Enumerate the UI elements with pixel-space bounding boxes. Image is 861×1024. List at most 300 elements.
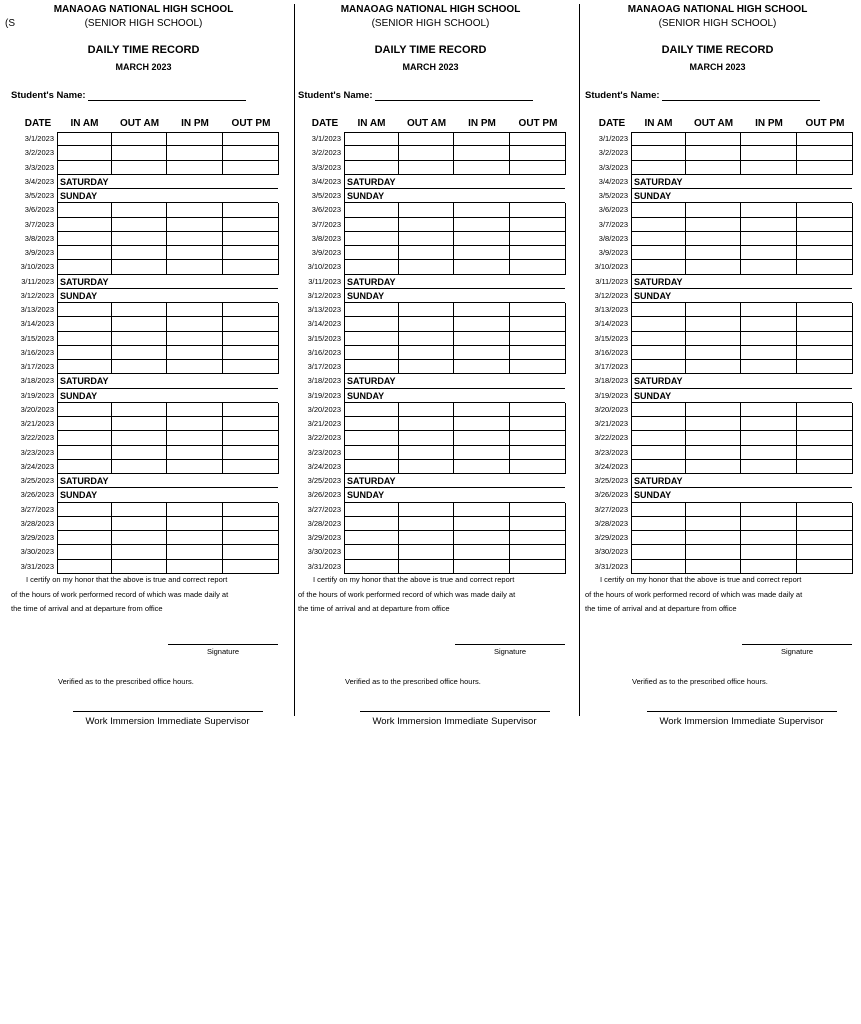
out-am-cell[interactable]	[399, 503, 454, 517]
out-am-cell[interactable]	[112, 560, 167, 574]
out-pm-cell[interactable]	[510, 460, 566, 474]
out-am-cell[interactable]	[399, 161, 454, 175]
in-am-cell[interactable]	[631, 132, 686, 146]
out-pm-cell[interactable]	[797, 560, 853, 574]
out-pm-cell[interactable]	[797, 531, 853, 545]
out-am-cell[interactable]	[399, 332, 454, 346]
out-am-cell[interactable]	[399, 560, 454, 574]
in-am-cell[interactable]	[344, 545, 399, 559]
out-am-cell[interactable]	[399, 431, 454, 445]
out-pm-cell[interactable]	[223, 146, 279, 160]
in-am-cell[interactable]	[631, 161, 686, 175]
out-pm-cell[interactable]	[510, 545, 566, 559]
in-pm-cell[interactable]	[167, 332, 223, 346]
out-am-cell[interactable]	[399, 346, 454, 360]
row-date: 3/22/2023	[20, 433, 54, 443]
out-am-cell[interactable]	[112, 260, 167, 274]
in-pm-cell[interactable]	[741, 132, 797, 146]
row-date: 3/26/2023	[594, 490, 628, 500]
out-pm-cell[interactable]	[223, 403, 279, 417]
out-am-cell[interactable]	[112, 303, 167, 317]
student-name-line[interactable]	[662, 91, 820, 101]
in-pm-cell[interactable]	[167, 161, 223, 175]
in-pm-cell[interactable]	[741, 403, 797, 417]
in-pm-cell[interactable]	[454, 218, 510, 232]
in-am-cell[interactable]	[57, 446, 112, 460]
out-am-cell[interactable]	[686, 346, 741, 360]
row-date: 3/28/2023	[307, 518, 341, 528]
out-am-cell[interactable]	[399, 203, 454, 217]
in-am-cell[interactable]	[57, 232, 112, 246]
row-date: 3/28/2023	[594, 518, 628, 528]
in-am-cell[interactable]	[344, 346, 399, 360]
signature-line[interactable]	[168, 644, 278, 645]
in-am-cell[interactable]	[344, 503, 399, 517]
in-am-cell[interactable]	[344, 246, 399, 260]
in-am-cell[interactable]	[631, 260, 686, 274]
out-pm-cell[interactable]	[797, 417, 853, 431]
out-pm-cell[interactable]	[510, 246, 566, 260]
out-pm-cell[interactable]	[223, 232, 279, 246]
out-pm-cell[interactable]	[510, 232, 566, 246]
student-name-field[interactable]	[585, 90, 820, 101]
in-am-cell[interactable]	[57, 360, 112, 374]
out-pm-cell[interactable]	[797, 260, 853, 274]
row-date: 3/27/2023	[20, 504, 54, 514]
in-pm-cell[interactable]	[454, 161, 510, 175]
out-pm-cell[interactable]	[510, 446, 566, 460]
out-am-cell[interactable]	[686, 360, 741, 374]
in-pm-cell[interactable]	[167, 446, 223, 460]
out-am-cell[interactable]	[686, 560, 741, 574]
out-pm-cell[interactable]	[223, 346, 279, 360]
in-pm-cell[interactable]	[167, 246, 223, 260]
in-am-cell[interactable]	[631, 431, 686, 445]
in-pm-cell[interactable]	[741, 503, 797, 517]
out-am-cell[interactable]	[399, 360, 454, 374]
in-am-cell[interactable]	[57, 317, 112, 331]
in-pm-cell[interactable]	[454, 360, 510, 374]
in-am-cell[interactable]	[344, 132, 399, 146]
in-am-cell[interactable]	[344, 460, 399, 474]
in-pm-cell[interactable]	[167, 132, 223, 146]
student-name-line[interactable]	[88, 91, 246, 101]
in-pm-cell[interactable]	[741, 560, 797, 574]
out-am-cell[interactable]	[686, 545, 741, 559]
in-am-cell[interactable]	[344, 531, 399, 545]
out-pm-cell[interactable]	[797, 303, 853, 317]
in-pm-cell[interactable]	[454, 531, 510, 545]
out-am-cell[interactable]	[112, 317, 167, 331]
in-am-cell[interactable]	[57, 346, 112, 360]
out-pm-cell[interactable]	[223, 303, 279, 317]
out-pm-cell[interactable]	[797, 517, 853, 531]
in-am-cell[interactable]	[57, 146, 112, 160]
in-pm-cell[interactable]	[454, 417, 510, 431]
in-pm-cell[interactable]	[454, 446, 510, 460]
supervisor-signature-line[interactable]	[647, 711, 837, 712]
in-am-cell[interactable]	[57, 460, 112, 474]
out-pm-cell[interactable]	[797, 132, 853, 146]
out-pm-cell[interactable]	[510, 317, 566, 331]
out-pm-cell[interactable]	[223, 317, 279, 331]
out-am-cell[interactable]	[686, 203, 741, 217]
out-pm-cell[interactable]	[797, 503, 853, 517]
out-pm-cell[interactable]	[797, 460, 853, 474]
in-pm-cell[interactable]	[741, 317, 797, 331]
in-am-cell[interactable]	[57, 545, 112, 559]
out-pm-cell[interactable]	[510, 161, 566, 175]
out-pm-cell[interactable]	[223, 332, 279, 346]
out-pm-cell[interactable]	[223, 560, 279, 574]
in-am-cell[interactable]	[344, 560, 399, 574]
in-am-cell[interactable]	[631, 417, 686, 431]
in-pm-cell[interactable]	[454, 246, 510, 260]
out-am-cell[interactable]	[686, 303, 741, 317]
in-pm-cell[interactable]	[741, 218, 797, 232]
in-am-cell[interactable]	[344, 403, 399, 417]
weekend-label: SUNDAY	[57, 189, 278, 203]
out-am-cell[interactable]	[399, 218, 454, 232]
out-am-cell[interactable]	[686, 232, 741, 246]
in-am-cell[interactable]	[631, 545, 686, 559]
in-pm-cell[interactable]	[167, 417, 223, 431]
in-am-cell[interactable]	[631, 560, 686, 574]
supervisor-signature-line[interactable]	[73, 711, 263, 712]
in-am-cell[interactable]	[344, 146, 399, 160]
in-pm-cell[interactable]	[167, 460, 223, 474]
out-pm-cell[interactable]	[223, 218, 279, 232]
in-pm-cell[interactable]	[454, 260, 510, 274]
out-pm-cell[interactable]	[797, 431, 853, 445]
in-am-cell[interactable]	[57, 560, 112, 574]
out-pm-cell[interactable]	[797, 545, 853, 559]
out-am-cell[interactable]	[112, 161, 167, 175]
in-am-cell[interactable]	[344, 517, 399, 531]
in-pm-cell[interactable]	[741, 332, 797, 346]
out-am-cell[interactable]	[399, 146, 454, 160]
out-am-cell[interactable]	[686, 431, 741, 445]
in-am-cell[interactable]	[631, 332, 686, 346]
in-pm-cell[interactable]	[454, 132, 510, 146]
out-am-cell[interactable]	[112, 203, 167, 217]
in-am-cell[interactable]	[57, 303, 112, 317]
in-pm-cell[interactable]	[454, 203, 510, 217]
out-am-cell[interactable]	[686, 218, 741, 232]
table-row	[574, 260, 861, 274]
in-pm-cell[interactable]	[167, 317, 223, 331]
out-am-cell[interactable]	[399, 303, 454, 317]
in-am-cell[interactable]	[344, 203, 399, 217]
out-am-cell[interactable]	[686, 317, 741, 331]
out-pm-cell[interactable]	[223, 431, 279, 445]
in-am-cell[interactable]	[344, 317, 399, 331]
in-pm-cell[interactable]	[741, 360, 797, 374]
in-pm-cell[interactable]	[167, 260, 223, 274]
out-pm-cell[interactable]	[510, 503, 566, 517]
out-pm-cell[interactable]	[510, 332, 566, 346]
out-pm-cell[interactable]	[510, 403, 566, 417]
in-am-cell[interactable]	[631, 531, 686, 545]
in-pm-cell[interactable]	[454, 303, 510, 317]
signature-line[interactable]	[455, 644, 565, 645]
in-pm-cell[interactable]	[741, 417, 797, 431]
out-pm-cell[interactable]	[223, 545, 279, 559]
row-date: 3/12/2023	[594, 290, 628, 300]
out-am-cell[interactable]	[686, 531, 741, 545]
out-am-cell[interactable]	[112, 218, 167, 232]
out-am-cell[interactable]	[399, 545, 454, 559]
in-am-cell[interactable]	[631, 360, 686, 374]
out-pm-cell[interactable]	[223, 203, 279, 217]
out-am-cell[interactable]	[686, 260, 741, 274]
out-am-cell[interactable]	[686, 246, 741, 260]
out-am-cell[interactable]	[686, 446, 741, 460]
in-pm-cell[interactable]	[454, 146, 510, 160]
in-pm-cell[interactable]	[454, 503, 510, 517]
in-pm-cell[interactable]	[454, 317, 510, 331]
in-pm-cell[interactable]	[167, 431, 223, 445]
in-am-cell[interactable]	[344, 303, 399, 317]
table-row	[0, 389, 287, 403]
out-am-cell[interactable]	[112, 531, 167, 545]
out-pm-cell[interactable]	[223, 360, 279, 374]
in-am-cell[interactable]	[57, 332, 112, 346]
in-pm-cell[interactable]	[454, 332, 510, 346]
in-pm-cell[interactable]	[167, 403, 223, 417]
out-pm-cell[interactable]	[223, 460, 279, 474]
out-am-cell[interactable]	[112, 232, 167, 246]
out-am-cell[interactable]	[112, 346, 167, 360]
in-pm-cell[interactable]	[167, 503, 223, 517]
out-pm-cell[interactable]	[223, 517, 279, 531]
out-am-cell[interactable]	[686, 132, 741, 146]
student-name-line[interactable]	[375, 91, 533, 101]
out-am-cell[interactable]	[686, 503, 741, 517]
in-am-cell[interactable]	[344, 161, 399, 175]
out-am-cell[interactable]	[112, 545, 167, 559]
in-pm-cell[interactable]	[741, 346, 797, 360]
out-pm-cell[interactable]	[797, 446, 853, 460]
out-pm-cell[interactable]	[797, 332, 853, 346]
in-pm-cell[interactable]	[741, 431, 797, 445]
in-pm-cell[interactable]	[167, 560, 223, 574]
out-am-cell[interactable]	[399, 132, 454, 146]
out-pm-cell[interactable]	[510, 360, 566, 374]
out-am-cell[interactable]	[112, 431, 167, 445]
out-am-cell[interactable]	[399, 317, 454, 331]
out-am-cell[interactable]	[112, 460, 167, 474]
out-pm-cell[interactable]	[510, 303, 566, 317]
out-pm-cell[interactable]	[797, 360, 853, 374]
out-am-cell[interactable]	[399, 460, 454, 474]
out-pm-cell[interactable]	[797, 203, 853, 217]
supervisor-signature-line[interactable]	[360, 711, 550, 712]
out-am-cell[interactable]	[112, 517, 167, 531]
out-am-cell[interactable]	[686, 417, 741, 431]
in-am-cell[interactable]	[344, 218, 399, 232]
in-am-cell[interactable]	[631, 503, 686, 517]
in-am-cell[interactable]	[631, 403, 686, 417]
in-pm-cell[interactable]	[741, 446, 797, 460]
in-am-cell[interactable]	[57, 203, 112, 217]
in-pm-cell[interactable]	[167, 346, 223, 360]
out-pm-cell[interactable]	[510, 346, 566, 360]
in-pm-cell[interactable]	[167, 545, 223, 559]
in-am-cell[interactable]	[344, 446, 399, 460]
out-pm-cell[interactable]	[223, 161, 279, 175]
in-pm-cell[interactable]	[167, 218, 223, 232]
in-am-cell[interactable]	[344, 431, 399, 445]
in-am-cell[interactable]	[57, 431, 112, 445]
out-am-cell[interactable]	[112, 503, 167, 517]
out-pm-cell[interactable]	[510, 146, 566, 160]
out-am-cell[interactable]	[686, 403, 741, 417]
student-name-field[interactable]	[298, 90, 533, 101]
in-pm-cell[interactable]	[454, 460, 510, 474]
in-am-cell[interactable]	[344, 332, 399, 346]
in-pm-cell[interactable]	[167, 531, 223, 545]
out-am-cell[interactable]	[399, 446, 454, 460]
in-am-cell[interactable]	[631, 146, 686, 160]
out-pm-cell[interactable]	[223, 503, 279, 517]
out-am-cell[interactable]	[399, 232, 454, 246]
out-am-cell[interactable]	[686, 517, 741, 531]
in-pm-cell[interactable]	[454, 517, 510, 531]
in-pm-cell[interactable]	[454, 346, 510, 360]
in-pm-cell[interactable]	[167, 146, 223, 160]
in-pm-cell[interactable]	[741, 203, 797, 217]
out-am-cell[interactable]	[686, 460, 741, 474]
in-am-cell[interactable]	[57, 218, 112, 232]
student-name-field[interactable]	[11, 90, 246, 101]
out-am-cell[interactable]	[112, 446, 167, 460]
out-am-cell[interactable]	[112, 146, 167, 160]
out-am-cell[interactable]	[399, 246, 454, 260]
out-pm-cell[interactable]	[510, 517, 566, 531]
out-am-cell[interactable]	[112, 332, 167, 346]
out-pm-cell[interactable]	[797, 232, 853, 246]
in-pm-cell[interactable]	[454, 560, 510, 574]
in-am-cell[interactable]	[344, 417, 399, 431]
in-am-cell[interactable]	[344, 260, 399, 274]
out-am-cell[interactable]	[112, 246, 167, 260]
in-am-cell[interactable]	[57, 417, 112, 431]
table-row	[574, 560, 861, 574]
in-pm-cell[interactable]	[741, 545, 797, 559]
row-date: 3/21/2023	[20, 419, 54, 428]
in-am-cell[interactable]	[57, 517, 112, 531]
out-pm-cell[interactable]	[223, 132, 279, 146]
out-am-cell[interactable]	[399, 531, 454, 545]
in-pm-cell[interactable]	[741, 260, 797, 274]
out-pm-cell[interactable]	[223, 446, 279, 460]
in-am-cell[interactable]	[631, 346, 686, 360]
out-pm-cell[interactable]	[797, 403, 853, 417]
out-am-cell[interactable]	[399, 417, 454, 431]
out-pm-cell[interactable]	[510, 260, 566, 274]
out-pm-cell[interactable]	[797, 346, 853, 360]
in-pm-cell[interactable]	[167, 517, 223, 531]
out-am-cell[interactable]	[112, 403, 167, 417]
table-row	[574, 289, 861, 303]
out-pm-cell[interactable]	[510, 560, 566, 574]
in-pm-cell[interactable]	[741, 246, 797, 260]
out-am-cell[interactable]	[112, 417, 167, 431]
out-pm-cell[interactable]	[223, 246, 279, 260]
out-pm-cell[interactable]	[797, 246, 853, 260]
out-am-cell[interactable]	[686, 161, 741, 175]
in-am-cell[interactable]	[631, 460, 686, 474]
in-pm-cell[interactable]	[454, 431, 510, 445]
in-pm-cell[interactable]	[741, 531, 797, 545]
out-am-cell[interactable]	[112, 132, 167, 146]
in-am-cell[interactable]	[631, 303, 686, 317]
in-pm-cell[interactable]	[167, 360, 223, 374]
out-pm-cell[interactable]	[223, 260, 279, 274]
out-am-cell[interactable]	[399, 403, 454, 417]
signature-line[interactable]	[742, 644, 852, 645]
out-pm-cell[interactable]	[510, 431, 566, 445]
out-pm-cell[interactable]	[510, 132, 566, 146]
out-am-cell[interactable]	[686, 332, 741, 346]
in-am-cell[interactable]	[631, 232, 686, 246]
out-pm-cell[interactable]	[797, 146, 853, 160]
out-am-cell[interactable]	[686, 146, 741, 160]
in-pm-cell[interactable]	[741, 146, 797, 160]
in-am-cell[interactable]	[631, 246, 686, 260]
in-am-cell[interactable]	[57, 161, 112, 175]
out-pm-cell[interactable]	[510, 203, 566, 217]
in-pm-cell[interactable]	[454, 403, 510, 417]
out-am-cell[interactable]	[399, 517, 454, 531]
out-pm-cell[interactable]	[510, 531, 566, 545]
out-am-cell[interactable]	[112, 360, 167, 374]
in-am-cell[interactable]	[57, 246, 112, 260]
out-pm-cell[interactable]	[797, 218, 853, 232]
in-am-cell[interactable]	[631, 446, 686, 460]
out-am-cell[interactable]	[399, 260, 454, 274]
in-pm-cell[interactable]	[454, 545, 510, 559]
in-am-cell[interactable]	[344, 232, 399, 246]
in-pm-cell[interactable]	[167, 232, 223, 246]
in-pm-cell[interactable]	[741, 161, 797, 175]
in-am-cell[interactable]	[344, 360, 399, 374]
in-pm-cell[interactable]	[741, 517, 797, 531]
out-pm-cell[interactable]	[510, 218, 566, 232]
in-am-cell[interactable]	[57, 260, 112, 274]
out-pm-cell[interactable]	[223, 417, 279, 431]
in-am-cell[interactable]	[57, 503, 112, 517]
in-am-cell[interactable]	[631, 317, 686, 331]
in-pm-cell[interactable]	[454, 232, 510, 246]
in-am-cell[interactable]	[631, 218, 686, 232]
in-am-cell[interactable]	[57, 132, 112, 146]
in-pm-cell[interactable]	[167, 303, 223, 317]
in-pm-cell[interactable]	[741, 303, 797, 317]
out-pm-cell[interactable]	[797, 317, 853, 331]
in-am-cell[interactable]	[57, 403, 112, 417]
in-am-cell[interactable]	[57, 531, 112, 545]
out-pm-cell[interactable]	[223, 531, 279, 545]
in-pm-cell[interactable]	[167, 203, 223, 217]
in-pm-cell[interactable]	[741, 232, 797, 246]
in-am-cell[interactable]	[631, 517, 686, 531]
in-pm-cell[interactable]	[741, 460, 797, 474]
out-pm-cell[interactable]	[797, 161, 853, 175]
in-am-cell[interactable]	[631, 203, 686, 217]
out-pm-cell[interactable]	[510, 417, 566, 431]
